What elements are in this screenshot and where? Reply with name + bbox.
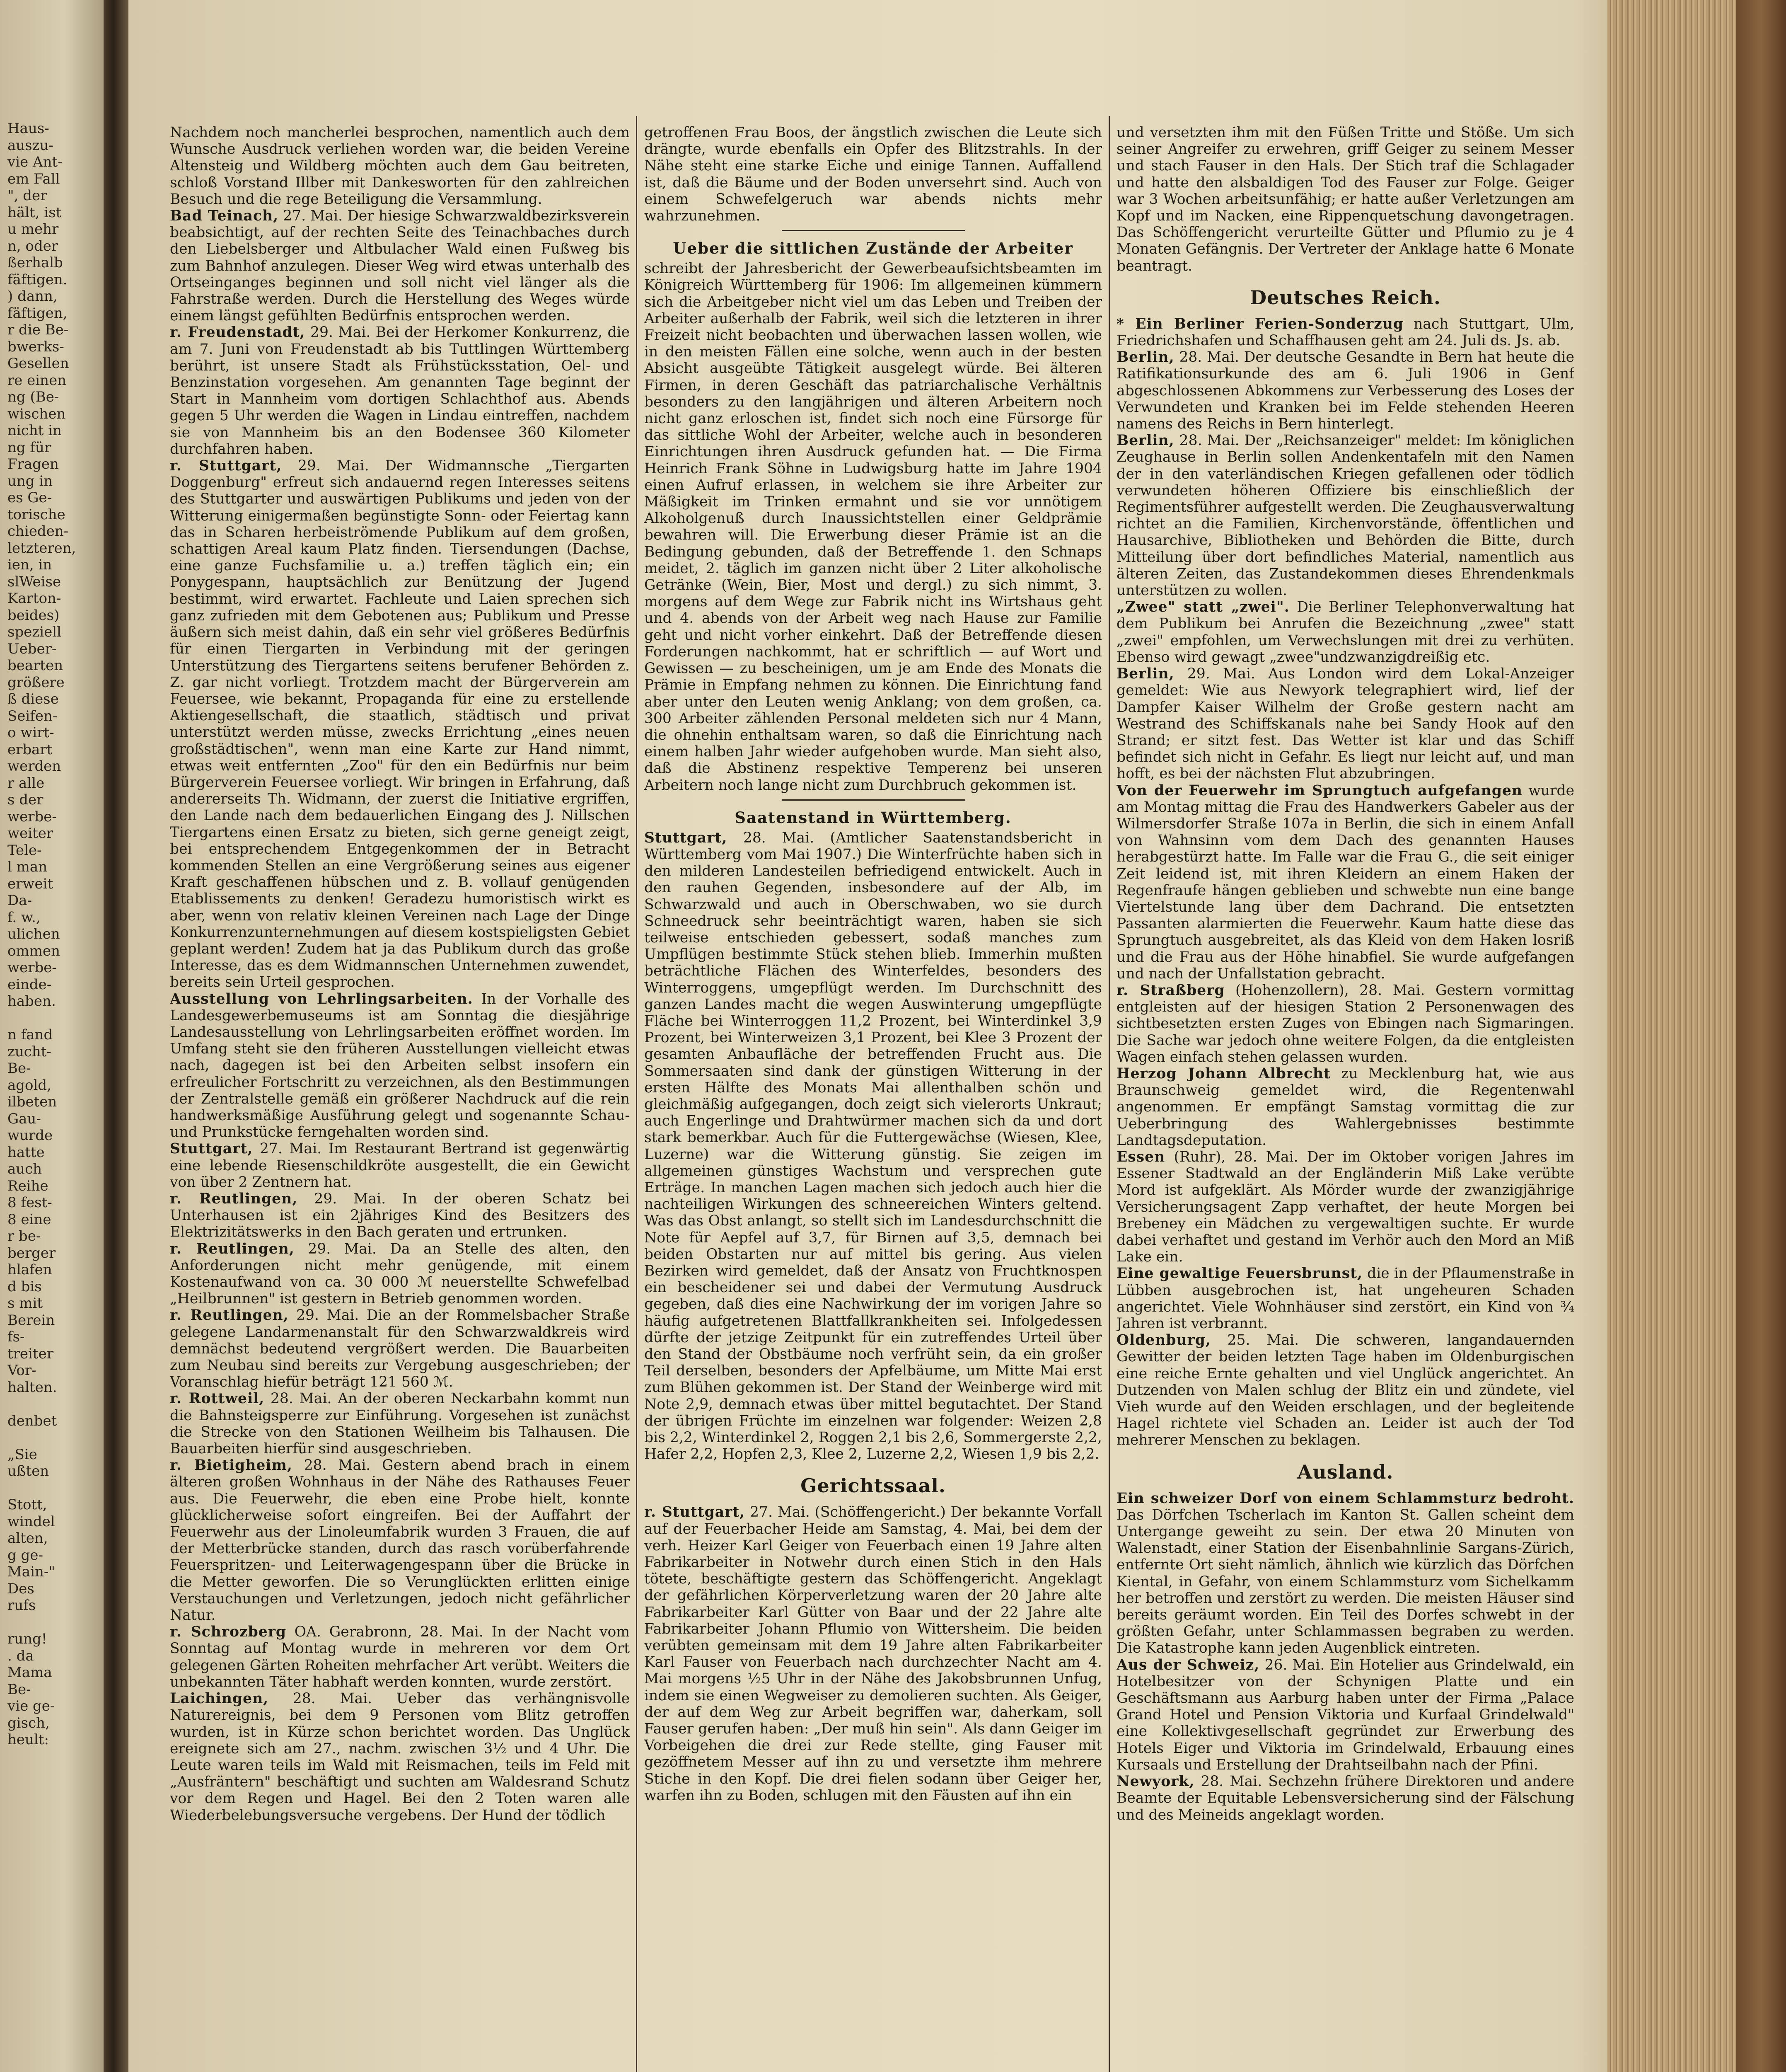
article-paragraph [170, 324, 630, 457]
article-paragraph [170, 1140, 630, 1191]
article-paragraph [170, 1457, 630, 1624]
article-paragraph [644, 1504, 1102, 1804]
section-heading: Ausland. [1297, 1460, 1394, 1483]
article-dateline: Berlin, [1117, 432, 1175, 449]
article-dateline: r. Stuttgart, [170, 457, 282, 474]
article-dateline: Berlin, [1117, 349, 1175, 366]
article-paragraph [170, 124, 630, 208]
left-page [0, 0, 108, 2072]
article-dateline: r. Reutlingen, [170, 1240, 295, 1257]
page-edges [1607, 0, 1786, 2072]
article-text: die in der Pflaumenstraße in Lübben ausgebrochen ist, hat ungeheuren Schaden angerichtet. Viele Wohnhäuser sind zerstört, ein Kind von ¾ Jahren ist verbrannt. [1117, 1265, 1574, 1332]
article-text: 28. Mai. Sechzehn frühere Direktoren und andere Beamte der Equitable Lebensversicherung sind der Fälschung und des Meineids angeklagt worden. [1117, 1773, 1574, 1823]
column-1 [170, 124, 630, 2072]
article-paragraph [170, 991, 630, 1141]
article-text: (Ruhr), 28. Mai. Der im Oktober vorigen Jahres im Essener Stadtwald an der Engländerin Miß Lake verübte Mord ist aufgeklärt. Als Mörder wurde der zwanzigjährige Versicherungsagent Zapp verhaftet, der heute Morgen bei Brebeney ein Mädchen zu vergewaltigen suchte. Er wurde dabei verhaftet und gestand im Verhör auch den Mord an Miß Lake ein. [1117, 1148, 1574, 1266]
article-paragraph [1117, 1657, 1574, 1773]
article-paragraph [1117, 432, 1574, 599]
article-dateline: Stuttgart, [170, 1140, 253, 1157]
article-text: 28. Mai. Der „Reichsanzeiger" meldet: Im königlichen Zeughause in Berlin sollen Andenkentafeln mit den Namen der in den vaterländischen Kriegen gefallenen oder tödlich verwundeten höheren Offiziere bis einschließlich der Regimentsführer aufgestellt werden. Die Zeughausverwaltung richtet an die Familien, Kirchenvorstände, öffentlichen und Hausarchive, Bibliotheken und Behörden die Bitte, durch Mitteilung über dort befindliches Material, namentlich aus älteren Zeiten, das Zustandekommen dieses Ehrendenkmals unterstützen zu wollen. [1117, 432, 1574, 599]
section-heading: Saatenstand in Württemberg. [735, 808, 1012, 827]
article-paragraph [170, 457, 630, 991]
article-paragraph [170, 1624, 630, 1690]
article-text: 28. Mai. Ueber das verhängnisvolle Naturereignis, bei dem 9 Personen vom Blitz getroffen wurden, ist in Kürze schon berichtet worden. Das Unglück ereignete sich am 27., nachm. zwischen 3½ und 4 Uhr. Die Leute waren teils im Wald mit Reismachen, teils im Feld mit „Ausfräntern" beschäftigt und suchten am Waldesrand Schutz vor dem Regen und Hagel. Bei den 2 Toten waren alle Wiederbelebungsversuche vergebens. Der Hund der tödlich [170, 1690, 630, 1824]
article-text: 28. Mai. An der oberen Neckarbahn kommt nun die Bahnsteigsperre zur Einführung. Vorgesehen ist zunächst die Strecke von den Stationen Weilheim bis Talhausen. Die Bauarbeiten hierfür sind ausgeschrieben. [170, 1390, 630, 1457]
article-dateline: Newyork, [1117, 1773, 1195, 1790]
article-text: wurde am Montag mittag die Frau des Handwerkers Gabeler aus der Wilmersdorfer Straße 107a in Berlin, die sich in einem Anfall von Wahnsinn vom dem Dach des genannten Hauses herabgestürzt hatte. Im Falle war die Frau G., die seit einiger Zeit leidend ist, mit ihren Kleidern an einem Haken der Regenfraufe hängen geblieben und schwebte nun eine bange Viertelstunde lang über dem Dachrand. Die entsetzten Passanten alarmierten die Feuerwehr. Kaum hatte diese das Sprungtuch ausgebreitet, als das Kleid von dem Haken losriß und die Frau aus der Höhe hinabfiel. Sie wurde aufgefangen und nach der Unfallstation gebracht. [1117, 782, 1574, 982]
article-dateline: r. Reutlingen, [170, 1307, 289, 1324]
article-paragraph [644, 260, 1102, 794]
article-dateline: Herzog Johann Albrecht [1117, 1065, 1331, 1082]
column-rule [636, 116, 637, 2072]
article-paragraph [170, 1241, 630, 1307]
section-heading: Deutsches Reich. [1250, 286, 1441, 309]
article-paragraph [170, 1307, 630, 1390]
left-page-fragments: Haus- auszu- vie Ant- em Fall ", der hält, ist u mehr n, oder ßerhalb fäftigen. ) dann, fäftigen, r die Be- bwerks- Gesellen re einen ng (Be- wischen nicht in ng für Fragen ung in es Ge- torische chieden- letzteren, ien, in slWeise Karton- beides) speziell Ueber- bearten größere ß diese Seifen- o wirt- erbart werden r alle s der werbe- weiter Tele- l man erweit Da- f. w., ulichen ommen werbe- einde- haben. n fand zucht- Be- agold, ilbeten Gau- wurde hatte auch Reihe 8 fest- 8 eine r be- berger hlafen d bis s mit Berein fs- treiter Vor- halten. denbet „Sie ußten Stott, windel alten, g ge- Main-" Des rufs rung! . da Mama Be- vie ge- gisch, heult: [7, 120, 76, 1748]
article-dateline: Ein schweizer Dorf von einem Schlammsturz bedroht. [1117, 1490, 1574, 1507]
section-rule [782, 230, 965, 231]
book-cover [1736, 0, 1786, 2072]
article-dateline: Eine gewaltige Feuersbrunst, [1117, 1265, 1363, 1282]
article-text: 27. Mai. Der hiesige Schwarzwaldbezirksverein beabsichtigt, auf der rechten Seite des Teinachbaches durch den Liebelsberger und Altbulacher Wald einen Fußweg bis zum Bahnhof anzulegen. Dieser Weg wird etwas unterhalb des Ortseinganges beginnen und soll nicht viel länger als die Fahrstraße werden. Durch die Herstellung des Weges würde einem längst gefühlten Bedürfnis entsprochen werden. [170, 208, 630, 324]
article-text: und versetzten ihm mit den Füßen Tritte und Stöße. Um sich seiner Angreifer zu erwehren, griff Geiger zu seinem Messer und stach Fauser in den Hals. Der Stich traf die Schlagader und hatte den alsbaldigen Tod des Fauser zur Folge. Geiger war 3 Wochen arbeitsunfähig; er hatte außer Verletzungen am Kopf und im Nacken, eine Rippenquetschung davongetragen. Das Schöffengericht verurteilte Gütter und Pflumio zu je 4 Monaten Gefängnis. Der Vertreter der Anklage hatte 6 Monate beantragt. [1117, 124, 1574, 274]
column-2 [644, 124, 1102, 2072]
column-rule [1109, 116, 1110, 2072]
article-text: Nachdem noch mancherlei besprochen, namentlich auch dem Wunsche Ausdruck verliehen worden war, die beiden Vereine Altensteig und Wildberg möchten auch dem Gau beitreten, schloß Vorstand Illber mit Dankesworten für den zahlreichen Besuch und die rege Beteiligung die Versammlung. [170, 124, 630, 208]
article-text: 29. Mai. Der Widmannsche „Tiergarten Doggenburg" erfreut sich andauernd regen Interesses seitens des Stuttgarter und auswärtigen Publikums und jeden von der Witterung einigermaßen begünstigte Sonn- oder Feiertag kann das in Scharen herbeiströmende Publikum auf dem großen, schattigen Areal kaum Platz finden. Tiersendungen (Dachse, eine ganze Fuchsfamilie u. a.) treffen täglich ein; ein Ponygespann, hauptsächlich zur Benützung der Jugend bestimmt, wird erwartet. Fachleute und Laien sprechen sich ganz zufrieden mit dem Gebotenen aus; Publikum und Presse äußern sich meist dahin, daß ein sehr viel größeres Bedürfnis für einen Tiergarten in Verbindung mit der geringen Unterstützung des Tiergartens seitens berufener Behörden z. Z. gar nicht vorliegt. Trotzdem macht der Bürgerverein am Feuersee, wie bekannt, Propaganda für eine zu erstellende Aktiengesellschaft, die staatlich, städtisch und privat unterstützt werden müsse, zwecks Errichtung „eines neuen großstädtischen", wenn man eine Karte zur Hand nimmt, etwas weit entfernten „Zoo" für den ein Bedürfnis nur beim Bürgerverein Feuersee vorliegt. Wir bringen in Erfahrung, daß andererseits Th. Widmann, der zuerst die Initiative ergriffen, den Lande nach dem bedauerlichen Eingang des J. Nillschen Tiergartens einen Ersatz zu bieten, sich gerne geneigt zeigt, bei entsprechendem Entgegenkommen der in Betracht kommenden Stellen an eine Vergrößerung seines aus eigener Kraft geschaffenen hübschen und z. B. vollauf genügenden Etablissements zu denken! Geradezu humoristisch wirkt es aber, wenn von relativ kleinen Vereinen nach Lage der Dinge Konkurrenzunternehmungen auf diesem kostspieligsten Gebiet geplant werden! Zudem hat ja das Publikum durch das große Interesse, das es dem Widmannschen Unternehmen zuwendet, bereits sein Urteil gesprochen. [170, 457, 630, 991]
article-paragraph [1117, 1773, 1574, 1823]
article-dateline: Berlin, [1117, 666, 1175, 683]
article-text: schreibt der Jahresbericht der Gewerbeaufsichtsbeamten im Königreich Württemberg für 1906: Im allgemeinen kümmern sich die Arbeitgeber nicht viel um das Leben und Treiben der Arbeiter außerhalb der Fabrik, weil sich die letzteren in ihrer Freizeit nicht beobachten und überwachen lassen wollen, wie in den meisten Fällen eine solche, wenn auch in der besten Absicht ausgeübte Tätigkeit ausgelegt würde. Bei älteren Firmen, in deren Geschäft das patriarchalische Verhältnis besonders zu den langjährigen und älteren Arbeitern noch nicht ganz erloschen ist, findet sich noch eine Fürsorge für das sittliche Wohl der Arbeiter, welche auch in besonderen Einrichtungen ihren Ausdruck gefunden hat. — Die Firma Heinrich Frank Söhne in Ludwigsburg hatte im Jahre 1904 einen Aufruf erlassen, in welchem sie ihre Arbeiter zur Mäßigkeit im Trinken ermahnt und sie vor unnötigem Alkoholgenuß durch Inaussichtstellen einer Geldprämie bewahren will. Die Erwerbung dieser Prämie ist an die Bedingung gebunden, daß der Betreffende 1. den Schnaps meidet, 2. täglich im ganzen nicht über 2 Liter alkoholische Getränke (Wein, Bier, Most und dergl.) zu sich nimmt, 3. morgens auf dem Wege zur Fabrik nicht ins Wirtshaus geht und 4. abends von der Arbeit weg nach Hause zur Familie geht und nicht vorher einkehrt. Daß der Betreffende diesen Forderungen nachkommt, hat er schriftlich — auf Wort und Gewissen — zu bescheinigen, um je am Ende des Monats die Prämie in Empfang nehmen zu können. Die Einrichtung fand aber unter den Leuten wenig Anklang; von dem großen, ca. 300 Arbeiter zählenden Personal meldeten sich nur 4 Mann, die ohnehin enthaltsam waren, so daß die Einrichtung nach einem halben Jahr wieder aufgehoben wurde. Man sieht also, daß die Abstinenz respektive Temperenz bei unseren Arbeitern noch lange nicht zum Durchbruch gekommen ist. [644, 260, 1102, 794]
article-dateline: Von der Feuerwehr im Sprungtuch aufgefangen [1117, 782, 1523, 799]
article-paragraph [644, 124, 1102, 224]
article-dateline: r. Freudenstadt, [170, 324, 305, 341]
article-text: 27. Mai. Im Restaurant Bertrand ist gegenwärtig eine lebende Riesenschildkröte ausgestellt, die ein Gewicht von über 2 Zentnern hat. [170, 1140, 630, 1191]
article-text: 28. Mai. Der deutsche Gesandte in Bern hat heute die Ratifikationsurkunde des am 6. Juli 1906 in Genf abgeschlossenen Abkommens zur Verbesserung des Loses der Verwundeten und Kranken bei im Felde stehenden Heeren namens des Reichs in Bern hinterlegt. [1117, 349, 1574, 433]
article-text: 27. Mai. (Schöffengericht.) Der bekannte Vorfall auf der Feuerbacher Heide am Samstag, 4. Mai, bei dem der verh. Heizer Karl Geiger von Feuerbach einen 19 Jahre alten Fabrikarbeiter in Notwehr durch einen Stich in den Hals tötete, beschäftigte gestern das Schöffengericht. Angeklagt der gefährlichen Körperverletzung waren der 20 Jahre alte Fabrikarbeiter Karl Gütter von Baar und der 22 Jahre alte Fabrikarbeiter Johann Pflumio von Wittersheim. Die beiden verübten gemeinsam mit dem 19 Jahre alten Fabrikarbeiter Karl Fauser von Feuerbach nach durchzechter Nacht am 4. Mai morgens ½5 Uhr in der Nähe des Jakobsbrunnen Unfug, indem sie einen Wegweiser zu demolieren suchten. Als Geiger, der auf dem Weg zur Arbeit begriffen war, daherkam, soll Fauser gerufen haben: „Der muß hin sein". Als dann Geiger im Vorbeigehen die drei zur Rede stellte, ging Fauser mit gezöffnetem Messer auf ihn zu und versetzte ihm mehrere Stiche in den Kopf. Die drei fielen sodann über Geiger her, warfen ihn zu Boden, schlugen mit den Fäusten auf ihn ein [644, 1504, 1102, 1804]
article-paragraph [170, 1191, 630, 1241]
article-dateline: r. Straßberg [1117, 982, 1225, 999]
article-paragraph [170, 1390, 630, 1457]
article-dateline: Laichingen, [170, 1690, 269, 1707]
article-text: (Hohenzollern), 28. Mai. Gestern vormittag entgleisten auf der hiesigen Station 2 Personenwagen des sichtbesetzten ersten Zuges von Ebingen nach Sigmaringen. Die Sache war jedoch ohne weitere Folgen, da die entgleisten Wagen einfach stehen gelassen wurden. [1117, 982, 1574, 1065]
article-paragraph [1117, 1149, 1574, 1265]
article-dateline: r. Rottweil, [170, 1390, 265, 1407]
article-paragraph [1117, 1490, 1574, 1657]
article-text: Das Dörfchen Tscherlach im Kanton St. Gallen scheint dem Untergange geweiht zu sein. Der etwa 20 Minuten von Walenstadt, einer Station der Eisenbahnlinie Sargans-Zürich, entfernte Ort sieht nämlich, ähnlich wie kürzlich das Dörfchen Kiental, in Gefahr, von einem Schlammsturz vom Sichelkamm her betroffen und zerstört zu werden. Die meisten Häuser sind bereits geräumt worden. Ein Teil des Dorfes schwebt in der größten Gefahr, unter Schlammassen begraben zu werden. Die Katastrophe kann jeden Augenblick eintreten. [1117, 1506, 1574, 1657]
article-text: 29. Mai. In der oberen Schatz bei Unterhausen ist ein 2jähriges Kind des Besitzers des Elektrizitätswerks in den Bach geraten und ertrunken. [170, 1191, 630, 1241]
article-dateline: Bad Teinach, [170, 208, 279, 225]
column-3 [1117, 124, 1574, 2072]
article-paragraph [1117, 349, 1574, 432]
article-text: 29. Mai. Aus London wird dem Lokal-Anzeiger gemeldet: Wie aus Newyork telegraphiert wird, lief der Dampfer Kaiser Wilhelm der Große gestern nacht am Westrand des Schiffskanals nahe bei Sandy Hook auf den Strand; er sitzt fest. Das Wetter ist klar und das Schiff befindet sich nicht in Gefahr. Es liegt nur leicht auf, und man hofft, es bei der nächsten Flut abzubringen. [1117, 666, 1574, 782]
article-dateline: r. Stuttgart, [644, 1504, 745, 1521]
article-paragraph [170, 208, 630, 324]
article-text: nach Stuttgart, Ulm, Friedrichshafen und Schaffhausen geht am 24. Juli ds. Js. ab. [1117, 315, 1574, 349]
article-dateline: Stuttgart, [644, 829, 727, 846]
article-text: 29. Mai. Die an der Rommelsbacher Straße gelegene Landarmenanstalt für den Schwarzwaldkreis wird demnächst bedeutend vergrößert werden. Die Bauarbeiten zum Neubau sind bereits zur Vergebung ausgeschrieben; der Voranschlag hiefür beträgt 121 560 ℳ. [170, 1307, 630, 1391]
section-rule [782, 799, 965, 801]
article-paragraph [1117, 1332, 1574, 1448]
article-paragraph [644, 830, 1102, 1463]
article-dateline: r. Schrozberg [170, 1624, 287, 1641]
section-heading: Ueber die sittlichen Zustände der Arbeiter [673, 239, 1073, 258]
article-dateline: r. Reutlingen, [170, 1191, 298, 1207]
article-paragraph [1117, 1265, 1574, 1332]
article-text: 26. Mai. Ein Hotelier aus Grindelwald, ein Hotelbesitzer von der Schynigen Platte und ein Geschäftsmann aus Aarburg haben unter der Firma „Palace Grand Hotel und Pension Viktoria und Kurfaal Grindelwald" eine Kollektivgesellschaft gegründet zur Erwerbung des Hotels Eiger und Viktoria im Grindelwald, Erbauung eines Kursaals und Erstellung der Drahtseilbahn nach der Pfini. [1117, 1656, 1574, 1773]
article-paragraph [1117, 316, 1574, 349]
article-text: OA. Gerabronn, 28. Mai. In der Nacht vom Sonntag auf Montag wurde in mehreren vor dem Ort gelegenen Gärten Roheiten mehrfacher Art verübt. Weiters die unbekannten Täter habhaft werden konnten, wurde zerstört. [170, 1624, 630, 1690]
article-dateline: Ausstellung von Lehrlingsarbeiten. [170, 990, 473, 1007]
article-text: 29. Mai. Bei der Herkomer Konkurrenz, die am 7. Juni von Freudenstadt ab bis Tuttlingen Württemberg berührt, ist unsere Stadt als Frühstücksstation, Oel- und Benzinstation vorgesehen. Am genannten Tage beginnt der Start in Mannheim vom dortigen Schlachthof aus. Abends gegen 5 Uhr werden die Wagen in Lindau eintreffen, nachdem sie von Mannheim bis an den Bodensee 360 Kilometer durchfahren haben. [170, 324, 630, 457]
article-text: 28. Mai. (Amtlicher Saatenstandsbericht in Württemberg vom Mai 1907.) Die Winterfrüchte haben sich in den milderen Landesteilen befriedigend entwickelt. Auch in den rauhen Gegenden, insbesondere auf der Alb, im Schwarzwald und auch in Oberschwaben, wo sie durch Schneedruck sehr beeinträchtigt waren, haben sie sich teilweise entschieden gebessert, sodaß manches zum Umpflügen bestimmte Stück stehen blieb. Immerhin mußten beträchtliche Flächen des Winterfeldes, besonders des Winterroggens, umgepflügt werden. Im Durchschnitt des ganzen Landes macht die wegen Auswinterung umgepflügte Fläche bei Winterroggen 11,2 Prozent, bei Winterdinkel 3,9 Prozent, bei Winterweizen 3,1 Prozent, bei Klee 3 Prozent der gesamten Anbaufläche der betreffenden Frucht aus. Die Sommersaaten sind dank der günstigen Witterung in der ersten Hälfte des Monats Mai allenthalben schön und gleichmäßig aufgegangen, doch zeigt sich vielerorts Unkraut; auch Engerlinge und Drahtwürmer machen sich da und dort stark bemerkbar. Auch für die Futtergewächse (Wiesen, Klee, Luzerne) war die Witterung günstig. Sie zeigen im allgemeinen günstiges Wachstum und versprechen gute Erträge. In manchen Lagen machen sich jedoch auch hier die nachteiligen Wirkungen des schneereichen Winters geltend. Was das Obst anlangt, so stellt sich im Landesdurchschnitt die Note für Aepfel auf 3,7, für Birnen auf 3,5, demnach bei beiden Obstarten nur auf mittel bis gering. Aus vielen Bezirken wird gemeldet, daß der Ansatz von Fruchtknospen ein bescheidener sei und dabei der Vermutung Ausdruck gegeben, daß dies eine Nachwirkung der im vorigen Jahre so häufig aufgetretenen Blattfallkrankheiten sei. Infolgedessen dürfte der jetzige Zeitpunkt für ein zutreffendes Urteil über den Stand der Obstbäume noch verfrüht sein, da ein großer Teil derselben, besonders der Apfelbäume, um Mitte Mai erst zum Blühen gekommen ist. Der Stand der Weinberge wird mit Note 2,9, demnach etwas über mittel begutachtet. Der Stand der übrigen Früchte im einzelnen war folgender: Weizen 2,8 bis 2,2, Winterdinkel 2, Roggen 2,1 bis 2,6, Sommergerste 2,2, Hafer 2,2, Hopfen 2,3, Klee 2, Luzerne 2,2, Wiesen 1,9 bis 2,2. [644, 829, 1102, 1463]
article-text: 29. Mai. Da an Stelle des alten, den Anforderungen nicht mehr genügende, mit einem Kostenaufwand von ca. 30 000 ℳ neuerstellte Schwefelbad „Heilbrunnen" ist gestern in Betrieb genommen worden. [170, 1240, 630, 1307]
article-paragraph [1117, 599, 1574, 666]
article-text: getroffenen Frau Boos, der ängstlich zwischen die Leute sich drängte, wurde ebenfalls ein Opfer des Blitzstrahls. In der Nähe steht eine starke Eiche und einige Tannen. Auffallend ist, daß die Bäume und der Boden unversehrt sind. Auch von einem Schwefelgeruch war abends nichts mehr wahrzunehmen. [644, 124, 1102, 225]
article-text: 28. Mai. Gestern abend brach in einem älteren großen Wohnhaus in der Nähe des Rathauses Feuer aus. Die Feuerwehr, die eben eine Probe hielt, konnte glücklicherweise sofort eingreifen. Bei der Auffahrt der Feuerwehr aus der Linoleumfabrik wurden 3 Frauen, die auf der Metterbrücke standen, durch das rasch vorüberfahrende Feuerspritzen- und Leiterwagengespann über die Brücke in die Metter geworfen. Die so Verunglückten erlitten einige Verstauchungen und Verletzungen, jedoch nicht gefährlicher Natur. [170, 1457, 630, 1624]
article-dateline: Essen [1117, 1148, 1165, 1165]
article-paragraph [1117, 982, 1574, 1065]
article-dateline: „Zwee" statt „zwei". [1117, 599, 1290, 616]
article-text: Die Berliner Telephonverwaltung hat dem Publikum bei Anrufen die Bezeichnung „zwee" statt „zwei" empfohlen, um Verwechslungen mit drei zu verhüten. Ebenso wird gewagt „zwee"undzwanzigdreißig etc. [1117, 599, 1574, 666]
book-gutter [104, 0, 128, 2072]
article-paragraph [1117, 1065, 1574, 1149]
article-text: zu Mecklenburg hat, wie aus Braunschweig gemeldet wird, die Regentenwahl angenommen. Er empfängt Samstag vormittag die zur Ueberbringung des Wahlergebnisses bestimmte Landtagsdeputation. [1117, 1065, 1574, 1149]
article-text: 25. Mai. Die schweren, langandauernden Gewitter der beiden letzten Tage haben im Oldenburgischen eine reiche Ernte gehalten und viel Unglück angerichtet. An Dutzenden von Malen schlug der Blitz ein und zündete, viel Vieh wurde auf den Weiden erschlagen, und der begleitende Hagel richtete viel Schaden an. Leider ist auch der Tod mehrerer Menschen zu beklagen. [1117, 1332, 1574, 1449]
section-heading: Gerichtssaal. [800, 1474, 946, 1497]
article-paragraph [1117, 666, 1574, 782]
article-dateline: r. Bietigheim, [170, 1457, 292, 1474]
article-paragraph [1117, 124, 1574, 274]
article-dateline: Oldenburg, [1117, 1332, 1211, 1349]
article-paragraph [1117, 782, 1574, 982]
article-paragraph [170, 1690, 630, 1824]
article-dateline: Aus der Schweiz, [1117, 1656, 1260, 1673]
article-text: In der Vorhalle des Landesgewerbemuseums ist am Sonntag die diesjährige Landesausstellung von Lehrlingsarbeiten eröffnet worden. Im Umfang steht sie den früheren Ausstellungen vielleicht etwas nach, dagegen ist bei den Arbeiten selbst insofern ein erfreulicher Fortschritt zu verzeichnen, als den Bestimmungen der Zentralstelle gemäß ein größerer Nachdruck auf die rein handwerksmäßige Ausführung gelegt und sogenannte Schau- und Prunkstücke ferngehalten worden sind. [170, 990, 630, 1141]
article-dateline: * Ein Berliner Ferien-Sonderzug [1117, 315, 1404, 332]
